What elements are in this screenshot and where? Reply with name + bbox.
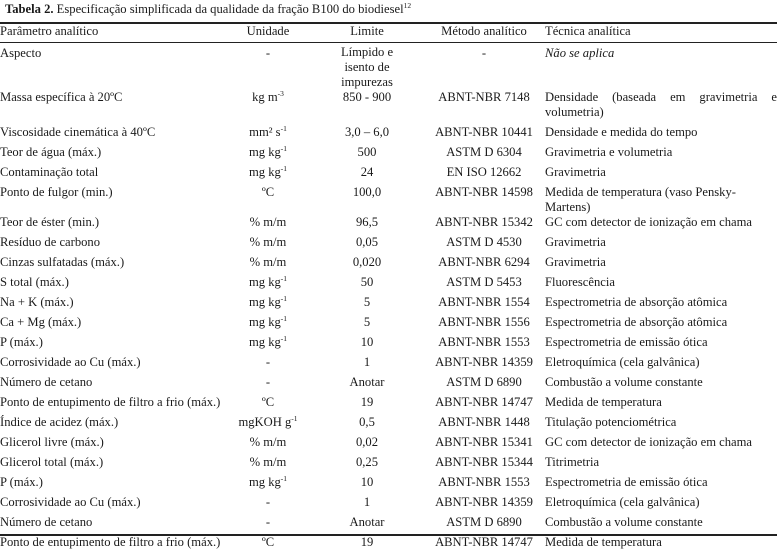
- cell-limit-text: Límpido e isento de impurezas: [340, 45, 394, 89]
- cell-parameter: [0, 415, 225, 435]
- cell-method-text: ASTM D 6890: [446, 515, 522, 529]
- cell-parameter-text: Número de cetano: [0, 515, 93, 529]
- table-row: [0, 315, 777, 335]
- cell-unit: [225, 415, 311, 435]
- cell-parameter: [0, 395, 225, 415]
- cell-method: [423, 42, 545, 90]
- cell-parameter-text: Glicerol livre (máx.): [0, 435, 104, 449]
- cell-technique-text: Gravimetria: [545, 255, 606, 269]
- cell-parameter: [0, 42, 225, 90]
- cell-method: [423, 415, 545, 435]
- cell-unit: [225, 275, 311, 295]
- cell-technique: [545, 165, 777, 185]
- cell-technique-text: Titrimetria: [545, 455, 600, 469]
- cell-limit: [311, 145, 423, 165]
- header-unit: Unidade: [246, 24, 290, 38]
- cell-limit: [311, 335, 423, 355]
- cell-technique-text: Espectrometria de emissão ótica: [545, 475, 708, 489]
- cell-parameter-text: Corrosividade ao Cu (máx.): [0, 495, 141, 509]
- cell-method-text: ABNT-NBR 10441: [435, 125, 533, 139]
- cell-parameter-text: Teor de éster (min.): [0, 215, 100, 229]
- cell-limit: [311, 455, 423, 475]
- cell-technique-text: Gravimetria: [545, 235, 606, 249]
- cell-technique-text: GC com detector de ionização em chama: [545, 435, 753, 449]
- cell-technique: [545, 125, 777, 145]
- cell-technique-text: Não se aplica: [545, 46, 615, 60]
- cell-limit-text: 10: [360, 335, 374, 349]
- cell-unit: [225, 495, 311, 515]
- cell-technique: [545, 255, 777, 275]
- cell-method: [423, 375, 545, 395]
- cell-unit-text: mg kg: [248, 165, 281, 179]
- cell-technique: [545, 455, 777, 475]
- cell-unit-text: -: [265, 515, 271, 529]
- cell-method: [423, 275, 545, 295]
- specification-table: [0, 24, 777, 555]
- table-row: [0, 495, 777, 515]
- cell-limit-text: 5: [363, 315, 371, 329]
- cell-method: [423, 315, 545, 335]
- cell-limit: [311, 515, 423, 535]
- cell-technique: [545, 475, 777, 495]
- cell-unit: [225, 235, 311, 255]
- cell-limit: [311, 90, 423, 125]
- cell-unit-exponent: -1: [280, 474, 288, 483]
- cell-method-text: EN ISO 12662: [446, 165, 522, 179]
- header-method: Método analítico: [441, 24, 527, 38]
- cell-parameter-text: Aspecto: [0, 46, 42, 60]
- cell-unit-text: ºC: [261, 395, 275, 409]
- cell-unit-text: mg kg: [248, 315, 281, 329]
- table-row: [0, 255, 777, 275]
- table-row: [0, 90, 777, 125]
- cell-limit-text: 850 - 900: [342, 90, 392, 104]
- cell-unit-exponent: -1: [280, 294, 288, 303]
- cell-method-text: ABNT-NBR 14598: [435, 185, 533, 199]
- cell-limit: [311, 435, 423, 455]
- cell-unit-text: ºC: [261, 535, 275, 549]
- cell-limit-text: 3,0 – 6,0: [344, 125, 390, 139]
- cell-method-text: ASTM D 6304: [446, 145, 522, 159]
- cell-unit-text: mg kg: [248, 475, 281, 489]
- cell-unit: [225, 295, 311, 315]
- cell-unit: [225, 165, 311, 185]
- cell-parameter: [0, 335, 225, 355]
- cell-method-text: ASTM D 6890: [446, 375, 522, 389]
- table-row: [0, 355, 777, 375]
- cell-technique: [545, 435, 777, 455]
- cell-technique: [545, 295, 777, 315]
- cell-limit: [311, 235, 423, 255]
- cell-technique: [545, 42, 777, 90]
- cell-method-text: ABNT-NBR 14359: [435, 495, 533, 509]
- table-row: [0, 165, 777, 185]
- cell-unit-text: -: [265, 375, 271, 389]
- cell-technique-text: GC com detector de ionização em chama: [545, 215, 753, 229]
- cell-parameter: [0, 495, 225, 515]
- cell-unit-text: -: [265, 46, 271, 60]
- header-parameter: Parâmetro analítico: [0, 24, 99, 38]
- cell-method: [423, 395, 545, 415]
- cell-method-text: ABNT-NBR 1554: [438, 295, 530, 309]
- caption-label: Tabela 2.: [5, 2, 54, 16]
- table-row: [0, 375, 777, 395]
- cell-limit-text: 0,05: [355, 235, 379, 249]
- cell-unit: [225, 145, 311, 165]
- cell-parameter-text: Massa específica à 20ºC: [0, 90, 123, 104]
- cell-parameter: [0, 295, 225, 315]
- cell-unit-exponent: -1: [280, 124, 287, 133]
- cell-technique-text: Titulação potenciométrica: [545, 415, 677, 429]
- cell-limit: [311, 415, 423, 435]
- cell-limit: [311, 475, 423, 495]
- cell-parameter: [0, 90, 225, 125]
- cell-limit: [311, 42, 423, 90]
- cell-parameter: [0, 455, 225, 475]
- cell-unit-exponent: -1: [280, 144, 288, 153]
- cell-limit-text: 96,5: [355, 215, 379, 229]
- cell-unit: [225, 125, 311, 145]
- cell-limit: [311, 395, 423, 415]
- cell-unit: [225, 535, 311, 555]
- caption-reference: 12: [403, 1, 412, 10]
- table-row: [0, 235, 777, 255]
- cell-parameter: [0, 475, 225, 495]
- cell-parameter-text: S total (máx.): [0, 275, 69, 289]
- cell-unit-exponent: -1: [280, 314, 288, 323]
- cell-technique: [545, 235, 777, 255]
- cell-unit-text: -: [265, 355, 271, 369]
- table-row: [0, 145, 777, 165]
- cell-limit: [311, 355, 423, 375]
- cell-unit-text: % m/m: [249, 235, 287, 249]
- cell-method: [423, 90, 545, 125]
- cell-unit-exponent: -1: [280, 164, 288, 173]
- cell-method-text: ABNT-NBR 7148: [438, 90, 530, 104]
- cell-unit-exponent: -1: [280, 334, 288, 343]
- cell-limit-text: 19: [360, 535, 374, 549]
- table-row: [0, 415, 777, 435]
- table-row: [0, 215, 777, 235]
- cell-parameter: [0, 185, 225, 215]
- cell-unit: [225, 375, 311, 395]
- cell-technique-text: Eletroquímica (cela galvânica): [545, 495, 700, 509]
- cell-unit: [225, 435, 311, 455]
- cell-method-text: -: [481, 46, 487, 60]
- cell-parameter: [0, 535, 225, 555]
- cell-method: [423, 535, 545, 555]
- cell-technique: [545, 395, 777, 415]
- cell-parameter: [0, 145, 225, 165]
- cell-parameter: [0, 275, 225, 295]
- cell-method: [423, 165, 545, 185]
- cell-parameter-text: Ponto de entupimento de filtro a frio (máx.): [0, 395, 221, 409]
- cell-limit-text: 0,02: [355, 435, 379, 449]
- cell-parameter-text: Contaminação total: [0, 165, 99, 179]
- cell-parameter: [0, 255, 225, 275]
- table-row: [0, 535, 777, 555]
- cell-limit-text: 1: [363, 495, 371, 509]
- cell-unit-text: % m/m: [249, 455, 287, 469]
- cell-technique-text: Gravimetria e volumetria: [545, 145, 673, 159]
- table-header-row: [0, 24, 777, 42]
- table-body: [0, 42, 777, 555]
- table-row: [0, 515, 777, 535]
- cell-limit-text: 0,020: [352, 255, 382, 269]
- cell-unit-text: mg kg: [248, 145, 281, 159]
- cell-method-text: ABNT-NBR 15344: [435, 455, 533, 469]
- table-row: [0, 455, 777, 475]
- cell-technique: [545, 375, 777, 395]
- cell-unit: [225, 455, 311, 475]
- cell-method: [423, 515, 545, 535]
- cell-limit-text: 24: [360, 165, 374, 179]
- cell-method: [423, 145, 545, 165]
- cell-technique-text: Espectrometria de absorção atômica: [545, 295, 728, 309]
- cell-limit: [311, 535, 423, 555]
- cell-method: [423, 235, 545, 255]
- cell-technique-text: Espectrometria de emissão ótica: [545, 335, 708, 349]
- cell-limit: [311, 275, 423, 295]
- cell-technique: [545, 495, 777, 515]
- cell-technique-text: Medida de temperatura: [545, 395, 662, 409]
- cell-method-text: ABNT-NBR 1556: [438, 315, 530, 329]
- cell-technique: [545, 535, 777, 555]
- cell-method-text: ABNT-NBR 14747: [435, 535, 533, 549]
- cell-limit: [311, 295, 423, 315]
- table-row: [0, 185, 777, 215]
- table-row: [0, 395, 777, 415]
- cell-unit: [225, 335, 311, 355]
- cell-method-text: ABNT-NBR 6294: [438, 255, 530, 269]
- cell-method-text: ASTM D 4530: [446, 235, 522, 249]
- cell-unit: [225, 42, 311, 90]
- cell-limit: [311, 165, 423, 185]
- cell-parameter-text: Na + K (máx.): [0, 295, 74, 309]
- cell-parameter-text: Índice de acidez (máx.): [0, 415, 119, 429]
- cell-parameter: [0, 375, 225, 395]
- cell-parameter: [0, 515, 225, 535]
- cell-technique: [545, 515, 777, 535]
- table-row: [0, 335, 777, 355]
- cell-parameter-text: Ponto de fulgor (min.): [0, 185, 113, 199]
- cell-parameter: [0, 435, 225, 455]
- cell-unit: [225, 90, 311, 125]
- cell-method-text: ABNT-NBR 15342: [435, 215, 533, 229]
- cell-technique: [545, 90, 777, 125]
- cell-limit: [311, 495, 423, 515]
- cell-method-text: ABNT-NBR 14747: [435, 395, 533, 409]
- cell-parameter-text: P (máx.): [0, 335, 43, 349]
- cell-method: [423, 215, 545, 235]
- cell-limit: [311, 125, 423, 145]
- cell-technique-text: Gravimetria: [545, 165, 606, 179]
- cell-limit-text: 50: [360, 275, 374, 289]
- cell-parameter-text: Resíduo de carbono: [0, 235, 101, 249]
- cell-unit: [225, 185, 311, 215]
- caption-text: Especificação simplificada da qualidade da fração B100 do biodiesel: [53, 2, 404, 16]
- header-limit: Limite: [350, 24, 384, 38]
- cell-technique: [545, 335, 777, 355]
- cell-method: [423, 255, 545, 275]
- cell-technique: [545, 185, 777, 215]
- cell-parameter-text: Cinzas sulfatadas (máx.): [0, 255, 125, 269]
- cell-technique-text: Medida de temperatura: [545, 535, 662, 549]
- cell-method: [423, 295, 545, 315]
- cell-limit-text: 0,25: [355, 455, 379, 469]
- cell-unit-text: % m/m: [249, 435, 287, 449]
- cell-technique-text: Combustão a volume constante: [545, 375, 703, 389]
- cell-method: [423, 435, 545, 455]
- cell-technique: [545, 415, 777, 435]
- cell-limit-text: 10: [360, 475, 374, 489]
- cell-limit: [311, 185, 423, 215]
- cell-technique-text: Combustão a volume constante: [545, 515, 703, 529]
- cell-technique-text: Densidade e medida do tempo: [545, 125, 698, 139]
- cell-unit-text: % m/m: [249, 215, 287, 229]
- cell-method-text: ABNT-NBR 1553: [438, 335, 530, 349]
- cell-unit-text: % m/m: [249, 255, 287, 269]
- cell-parameter: [0, 235, 225, 255]
- cell-method: [423, 185, 545, 215]
- cell-limit-text: 19: [360, 395, 374, 409]
- table-row: [0, 475, 777, 495]
- cell-unit: [225, 215, 311, 235]
- cell-method: [423, 455, 545, 475]
- table-row: [0, 42, 777, 90]
- table-caption: [5, 2, 411, 17]
- cell-method-text: ABNT-NBR 1553: [438, 475, 530, 489]
- cell-unit: [225, 355, 311, 375]
- cell-limit-text: 5: [363, 295, 371, 309]
- cell-technique-text: Espectrometria de absorção atômica: [545, 315, 728, 329]
- cell-parameter-text: Corrosividade ao Cu (máx.): [0, 355, 141, 369]
- cell-technique: [545, 275, 777, 295]
- cell-parameter: [0, 165, 225, 185]
- cell-method: [423, 125, 545, 145]
- cell-parameter-text: Viscosidade cinemática à 40ºC: [0, 125, 156, 139]
- cell-parameter: [0, 215, 225, 235]
- cell-parameter-text: Glicerol total (máx.): [0, 455, 104, 469]
- cell-technique-text: Medida de temperatura (vaso Pensky-Martens): [545, 185, 736, 214]
- cell-parameter-text: P (máx.): [0, 475, 43, 489]
- table-row: [0, 435, 777, 455]
- cell-limit-text: 100,0: [352, 185, 382, 199]
- cell-technique: [545, 145, 777, 165]
- cell-parameter: [0, 125, 225, 145]
- cell-unit-text: mgKOH g: [238, 415, 292, 429]
- cell-parameter-text: Teor de água (máx.): [0, 145, 102, 159]
- cell-unit-text: mg kg: [248, 275, 281, 289]
- cell-method: [423, 355, 545, 375]
- cell-method: [423, 495, 545, 515]
- cell-method: [423, 475, 545, 495]
- cell-technique-text: Densidade (baseada em gravimetria e volumetria): [545, 90, 777, 119]
- cell-technique: [545, 315, 777, 335]
- cell-unit-text: mg kg: [248, 295, 281, 309]
- cell-technique: [545, 355, 777, 375]
- cell-unit-exponent: -1: [291, 414, 298, 423]
- cell-unit-text: kg m: [252, 90, 278, 104]
- cell-unit-exponent: -3: [277, 89, 284, 98]
- cell-method-text: ABNT-NBR 14359: [435, 355, 533, 369]
- cell-limit-text: 500: [357, 145, 377, 159]
- cell-unit-text: mg kg: [248, 335, 281, 349]
- cell-unit-text: ºC: [261, 185, 275, 199]
- cell-unit: [225, 395, 311, 415]
- cell-unit-text: -: [265, 495, 271, 509]
- cell-unit: [225, 475, 311, 495]
- cell-parameter: [0, 355, 225, 375]
- cell-technique: [545, 215, 777, 235]
- cell-unit-exponent: -1: [280, 274, 288, 283]
- header-technique: Técnica analítica: [545, 24, 631, 38]
- table-row: [0, 125, 777, 145]
- cell-method-text: ASTM D 5453: [446, 275, 522, 289]
- cell-technique-text: Eletroquímica (cela galvânica): [545, 355, 700, 369]
- cell-unit: [225, 515, 311, 535]
- cell-unit: [225, 255, 311, 275]
- cell-unit-text: mm² s: [249, 125, 281, 139]
- cell-parameter-text: Ca + Mg (máx.): [0, 315, 82, 329]
- cell-parameter-text: Ponto de entupimento de filtro a frio (máx.): [0, 535, 221, 549]
- cell-limit: [311, 315, 423, 335]
- cell-limit-text: 1: [363, 355, 371, 369]
- cell-parameter-text: Número de cetano: [0, 375, 93, 389]
- cell-limit-text: Anotar: [349, 515, 385, 529]
- cell-limit: [311, 215, 423, 235]
- cell-parameter: [0, 315, 225, 335]
- cell-limit: [311, 375, 423, 395]
- cell-limit-text: 0,5: [359, 415, 375, 429]
- cell-limit-text: Anotar: [349, 375, 385, 389]
- table-row: [0, 295, 777, 315]
- cell-unit: [225, 315, 311, 335]
- cell-method: [423, 335, 545, 355]
- table-row: [0, 275, 777, 295]
- cell-method-text: ABNT-NBR 1448: [438, 415, 530, 429]
- cell-technique-text: Fluorescência: [545, 275, 615, 289]
- cell-method-text: ABNT-NBR 15341: [435, 435, 533, 449]
- cell-limit: [311, 255, 423, 275]
